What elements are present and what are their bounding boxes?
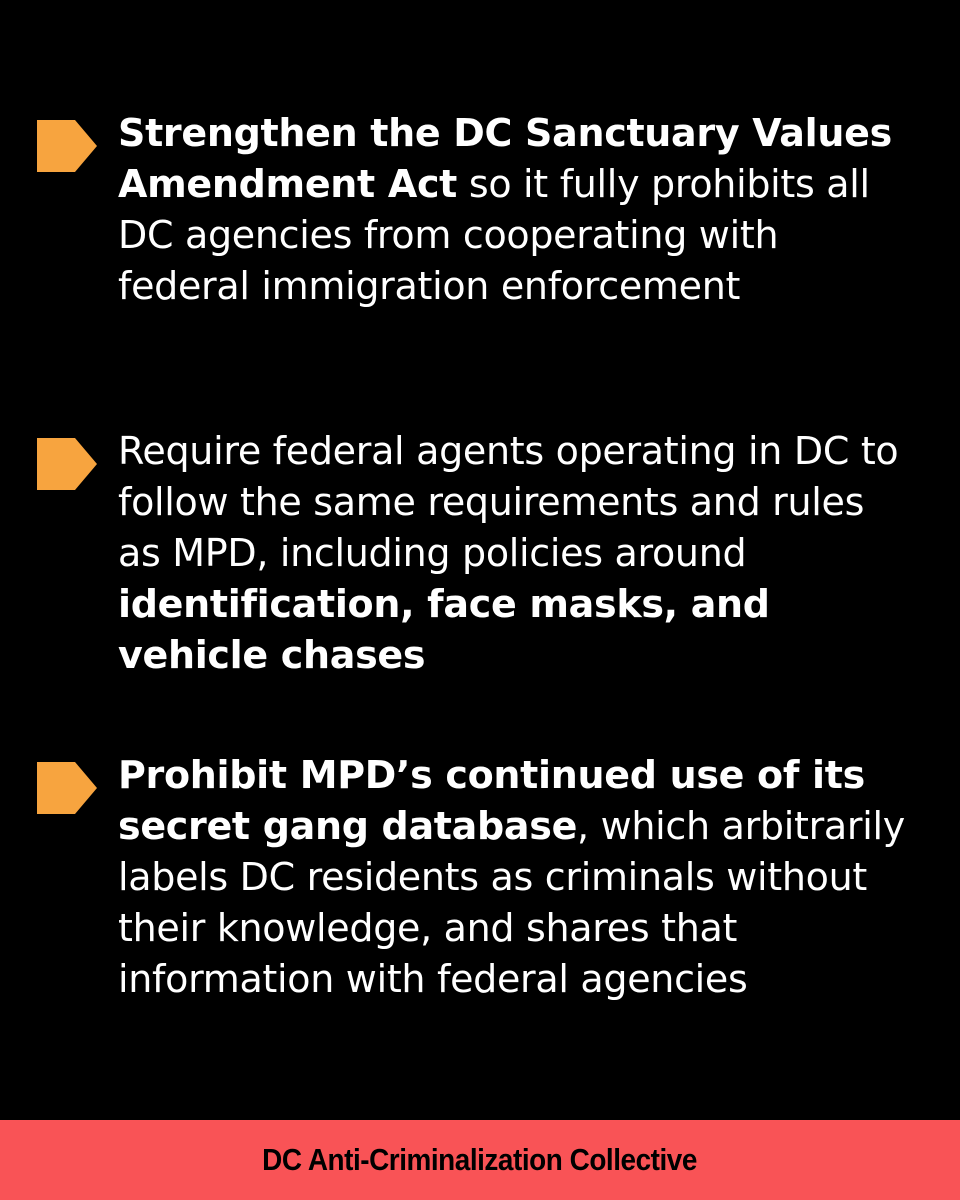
footer-banner: [0, 1120, 960, 1200]
arrow-right-icon: [37, 120, 97, 172]
arrow-right-icon: [37, 438, 97, 490]
arrow-right-icon: [37, 762, 97, 814]
arrow-right-icon-shape: [37, 438, 97, 490]
list-item-bold-text: Strengthen the DC Sanctuary Values Amendment Act: [118, 111, 892, 206]
list-item-lead-text: Require federal agents operating in DC to follow the same requirements and rules as MPD, including policies around: [118, 429, 899, 575]
list-item-rest-text: so it fully prohibits all DC agencies from cooperating with federal immigration enforcement: [118, 162, 870, 308]
list-item-bold-text: identification, face masks, and vehicle chases: [118, 582, 770, 677]
arrow-right-icon-shape: [37, 120, 97, 172]
list-item-rest-text: , which arbitrarily labels DC residents as criminals without their knowledge, and shares that information with federal agencies: [118, 804, 905, 1001]
arrow-right-icon-shape: [37, 762, 97, 814]
list-item-text: [118, 750, 908, 1005]
footer-organization-name: DC Anti-Criminalization Collective: [262, 1142, 698, 1177]
list-item-text: [118, 108, 908, 312]
list-item-text: [118, 426, 908, 681]
list-item-bold-text: Prohibit MPD’s continued use of its secret gang database: [118, 753, 865, 848]
